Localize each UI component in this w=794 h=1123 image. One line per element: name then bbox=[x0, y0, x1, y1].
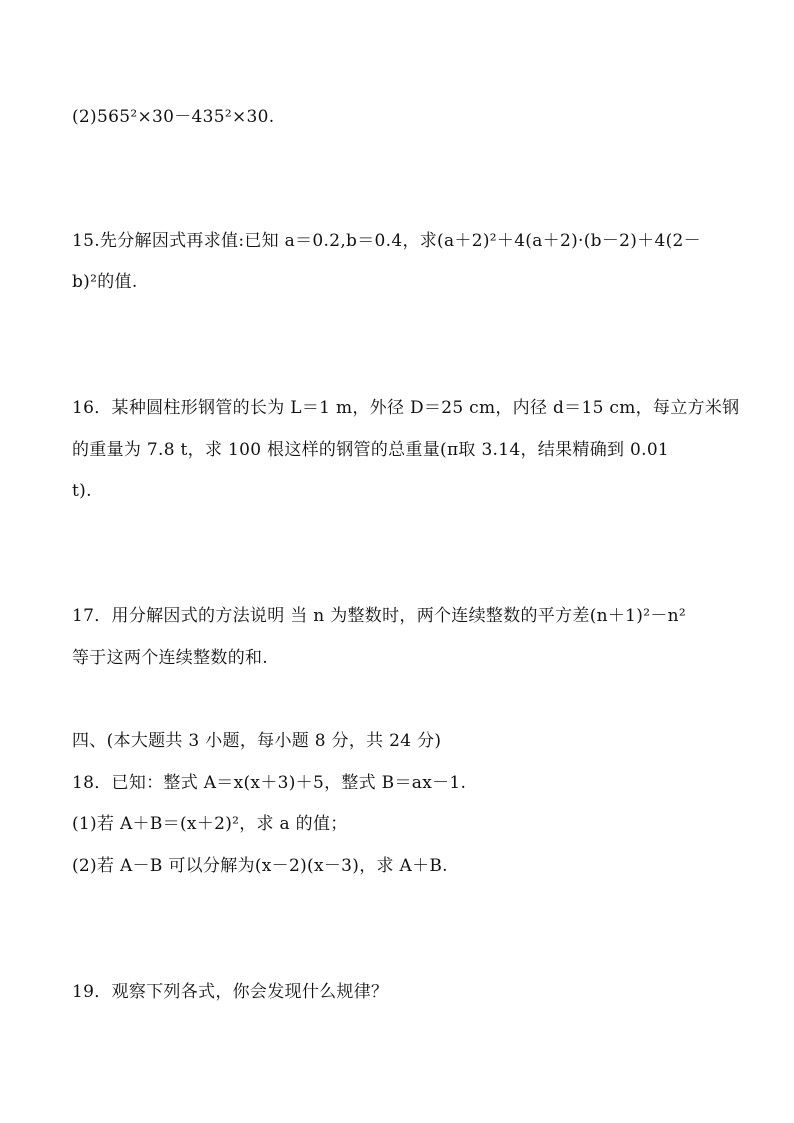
problem-18-stem: 18．已知：整式 A＝x(x＋3)＋5，整式 B＝ax－1. bbox=[72, 773, 467, 793]
problem-16-line3: t). bbox=[72, 481, 92, 501]
problem-17-line1: 17．用分解因式的方法说明 当 n 为整数时，两个连续整数的平方差(n＋1)²－n² bbox=[72, 606, 686, 626]
problem-19-stem: 19．观察下列各式，你会发现什么规律？ bbox=[72, 982, 389, 1002]
problem-17-line2: 等于这两个连续整数的和. bbox=[72, 648, 269, 668]
problem-18-part2: (2)若 A－B 可以分解为(x－2)(x－3)，求 A＋B. bbox=[72, 856, 448, 876]
section-4-heading: 四、(本大题共 3 小题，每小题 8 分，共 24 分) bbox=[72, 731, 442, 751]
problem-14-part2: (2)565²×30－435²×30. bbox=[72, 107, 275, 127]
problem-15-line2: b)²的值. bbox=[72, 272, 138, 292]
problem-16-line1: 16．某种圆柱形钢管的长为 L＝1 m，外径 D＝25 cm，内径 d＝15 cm，每立方米钢 bbox=[72, 398, 740, 418]
problem-18-part1: (1)若 A＋B＝(x＋2)²，求 a 的值； bbox=[72, 814, 348, 834]
problem-16-line2: 的重量为 7.8 t，求 100 根这样的钢管的总重量(π取 3.14，结果精确到 0.01 bbox=[72, 440, 670, 460]
problem-15-line1: 15.先分解因式再求值:已知 a＝0.2,b＝0.4，求(a＋2)²＋4(a＋2)·(b－2)＋4(2－ bbox=[72, 231, 701, 251]
